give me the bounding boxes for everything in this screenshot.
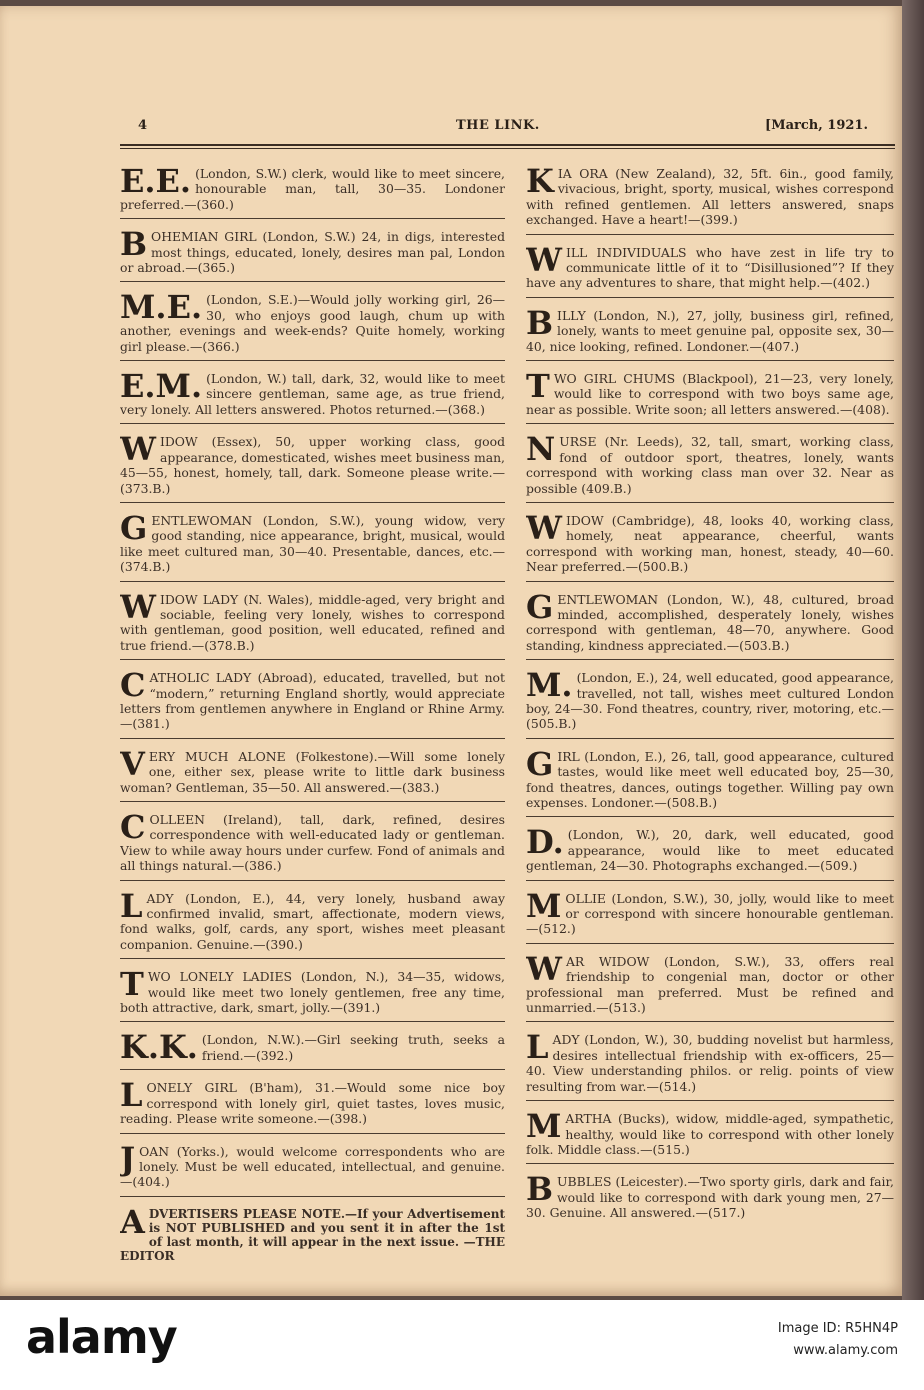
editor-note xyxy=(120,1205,505,1269)
personal-ad xyxy=(120,889,505,960)
drop-cap: K.K. xyxy=(120,1030,198,1067)
drop-cap: N xyxy=(526,432,556,469)
drop-cap: V xyxy=(120,746,145,783)
book-edge xyxy=(902,0,924,1300)
personal-ad xyxy=(526,1109,894,1164)
page-number: 4 xyxy=(138,118,148,133)
ad-text: URSE (Nr. Leeds), 32, tall, smart, working class, fond of outdoor sport, theatres, lonely, wants correspond with working class man over 32. Near as possible (409.B.) xyxy=(526,434,894,496)
drop-cap: B xyxy=(526,1172,554,1209)
personal-ad xyxy=(526,952,894,1023)
personal-ad xyxy=(526,432,894,503)
drop-cap: D. xyxy=(526,825,564,862)
ad-text: OHEMIAN GIRL (London, S.W.) 24, in digs, interested most things, educated, lonely, desires man pal, London or abroad.—(365.) xyxy=(120,229,505,276)
right-column xyxy=(526,164,894,1235)
ad-text: ADY (London, E.), 44, very lonely, husband away confirmed invalid, smart, affectionate, modern views, fond walks, golf, cards, any sport, wishes meet pleasant companion. Genuine.—(390.) xyxy=(120,890,505,952)
drop-cap: M xyxy=(526,888,562,925)
personal-ad xyxy=(120,1030,505,1070)
drop-cap: L xyxy=(526,1030,549,1067)
drop-cap: T xyxy=(526,369,550,406)
personal-ad xyxy=(526,1030,894,1101)
ad-text: ERY MUCH ALONE (Folkestone).—Will some lonely one, either sex, please write to little dark business woman? Gentleman, 35—50. All answered.—(383.) xyxy=(120,748,505,795)
personal-ad xyxy=(526,1172,894,1226)
ad-text: UBBLES (Leicester).—Two sporty girls, dark and fair, would like to correspond with dark young men, 27—30. Genuine. All answered.—(517.) xyxy=(526,1174,894,1221)
personal-ad xyxy=(120,668,505,739)
ad-text: WO LONELY LADIES (London, N.), 34—35, widows, would like meet two lonely gentlemen, free any time, both attractive, dark, smart, jolly.—(391.) xyxy=(120,969,505,1016)
drop-cap: M. xyxy=(526,668,573,705)
drop-cap: E.E. xyxy=(120,164,192,200)
drop-cap: C xyxy=(120,810,146,846)
header-rule xyxy=(120,144,895,149)
personal-ad xyxy=(526,747,894,818)
drop-cap: G xyxy=(526,746,554,783)
drop-cap: C xyxy=(120,668,146,705)
drop-cap: W xyxy=(526,510,562,547)
drop-cap: L xyxy=(120,888,143,925)
ad-text: IDOW LADY (N. Wales), middle-aged, very bright and sociable, feeling very lonely, wishes to correspond with gentleman, good position, well educated, refined and true friend.—(378.B.) xyxy=(120,591,505,653)
personal-ad xyxy=(120,227,505,282)
personal-ad xyxy=(526,825,894,880)
ad-text: (London, W.), 20, dark, well educated, good appearance, would like to meet educated gentleman, 24—30. Photographs exchanged.—(509.) xyxy=(526,827,894,874)
image-info xyxy=(778,1318,898,1362)
drop-cap: W xyxy=(526,242,562,279)
ad-text: IDOW (Cambridge), 48, looks 40, working class, homely, neat appearance, cheerful, wants correspond with working man, honest, steady, 40—60. Near preferred.—(500.B.) xyxy=(526,512,894,575)
ad-text: ARTHA (Bucks), widow, middle-aged, sympathetic, healthy, would like to correspond with other lonely folk. Middle class.—(515.) xyxy=(526,1111,894,1157)
ad-text: (London, W.) tall, dark, 32, would like to meet sincere gentleman, same age, as true friend, very lonely. All letters answered. Photos returned.—(368.) xyxy=(120,371,505,417)
personal-ad xyxy=(120,511,505,582)
personal-ad xyxy=(526,243,894,298)
ad-text: DVERTISERS PLEASE NOTE.—If your Advertisement is NOT PUBLISHED and you sent it in after the 1st of last month, it will appear in the next issue. —THE EDITOR xyxy=(120,1206,505,1263)
publication-title: THE LINK. xyxy=(456,118,540,133)
ad-text: ATHOLIC LADY (Abroad), educated, travelled, but not “modern,” returning England shortly, would appreciate letters from gentlemen anywhere in England or Rhine Army.—(381.) xyxy=(120,670,505,732)
ad-text: IA ORA (New Zealand), 32, 5ft. 6in., good family, vivacious, bright, sporty, musical, wishes correspond with refined gentlemen. All letters answered, snaps exchanged. Have a heart!—(399.) xyxy=(526,166,894,228)
personal-ad xyxy=(526,889,894,944)
personal-ad xyxy=(526,590,894,661)
drop-cap: J xyxy=(120,1141,136,1178)
ad-text: WO GIRL CHUMS (Blackpool), 21—23, very lonely, would like to correspond with two boys same age, near as possible. Write soon; all letters answered.—(408). xyxy=(526,371,894,417)
drop-cap: G xyxy=(526,589,554,626)
personal-ad xyxy=(120,369,505,424)
ad-text: ADY (London, W.), 30, budding novelist but harmless, desires intellectual friendship with ex-officers, 25—40. View understanding philos. or relig. points of view resulting from war.—(514.) xyxy=(526,1032,894,1094)
drop-cap: G xyxy=(120,510,148,547)
ad-text: (London, E.), 24, well educated, good appearance, travelled, not tall, wishes meet cultured London boy, 24—30. Fond theatres, country, river, motoring, etc.—(505.B.) xyxy=(526,670,894,732)
drop-cap: L xyxy=(120,1078,143,1115)
drop-cap: W xyxy=(526,951,562,988)
personal-ad xyxy=(120,1078,505,1133)
ad-text: ENTLEWOMAN (London, W.), 48, cultured, broad minded, accomplished, desperately lonely, wishes correspond with gentleman, 48—70, anywhere. Good standing, kindness appreciated.—(503.B.) xyxy=(526,591,894,653)
issue-date: [March, 1921. xyxy=(765,118,868,133)
drop-cap: T xyxy=(120,967,144,1004)
personal-ad xyxy=(526,164,894,235)
drop-cap: B xyxy=(120,227,148,264)
personal-ad xyxy=(526,511,894,582)
left-column xyxy=(120,164,505,1277)
personal-ad xyxy=(120,967,505,1022)
drop-cap: K xyxy=(526,164,554,200)
ad-text: IDOW (Essex), 50, upper working class, good appearance, domesticated, wishes meet business man, 45—55, honest, homely, tall, dark. Someone please write.—(373.B.) xyxy=(120,434,505,496)
ad-text: AR WIDOW (London, S.W.), 33, offers real friendship to congenial man, doctor or other professional man preferred. Must be refined and unmarried.—(513.) xyxy=(526,953,894,1016)
ad-text: ILLY (London, N.), 27, jolly, business girl, refined, lonely, wants to meet genuine pal, opposite sex, 30—40, nice looking, refined. Londoner.—(407.) xyxy=(526,307,894,354)
ad-text: ILL INDIVIDUALS who have zest in life try to communicate little of it to “Disillusioned”? If they have any adventures to share, that might help.—(402.) xyxy=(526,244,894,291)
drop-cap: W xyxy=(120,589,156,626)
drop-cap: A xyxy=(120,1204,145,1241)
drop-cap: W xyxy=(120,432,156,469)
personal-ad xyxy=(120,164,505,219)
alamy-logo: alamy xyxy=(26,1310,177,1364)
ad-text: (London, S.E.)—Would jolly working girl, 26—30, who enjoys good laugh, chum up with another, evenings and week-ends? Quite homely, working girl please.—(366.) xyxy=(120,292,505,354)
ad-text: IRL (London, E.), 26, tall, good appearance, cultured tastes, would like meet well educated boy, 25—30, fond theatres, dances, outings together. Willing pay own expenses. Londoner.—(508.B.) xyxy=(526,748,894,810)
personal-ad xyxy=(120,747,505,802)
drop-cap: M.E. xyxy=(120,290,203,327)
ad-text: OLLEEN (Ireland), tall, dark, refined, desires correspondence with well-educated lady or gentleman. View to while away hours under curfew. Fond of animals and all things natural.—(386.) xyxy=(120,812,505,874)
personal-ad xyxy=(526,369,894,424)
ad-text: OAN (Yorks.), would welcome correspondents who are lonely. Must be well educated, intellectual, and genuine.—(404.) xyxy=(120,1143,505,1190)
ad-text: OLLIE (London, S.W.), 30, jolly, would like to meet or correspond with sincere honourable gentleman. —(512.) xyxy=(526,890,894,937)
personal-ad xyxy=(526,306,894,361)
image-id: Image ID: R5HN4P xyxy=(777,1321,898,1336)
site-url: www.alamy.com xyxy=(793,1343,898,1358)
ad-text: (London, N.W.).—Girl seeking truth, seeks a friend.—(392.) xyxy=(201,1032,505,1063)
personal-ad xyxy=(120,810,505,881)
personal-ad xyxy=(120,290,505,361)
ad-text: ONELY GIRL (B'ham), 31.—Would some nice boy correspond with lonely girl, quiet tastes, loves music, reading. Please write someone.—(398.) xyxy=(120,1080,505,1127)
drop-cap: E.M. xyxy=(120,369,203,406)
personal-ad xyxy=(526,668,894,739)
personal-ad xyxy=(120,432,505,503)
drop-cap: M xyxy=(526,1109,562,1146)
drop-cap: B xyxy=(526,305,554,342)
personal-ad xyxy=(120,590,505,661)
personal-ad xyxy=(120,1142,505,1197)
ad-text: (London, S.W.) clerk, would like to meet sincere, honourable man, tall, 30—35. Londoner preferred.—(360.) xyxy=(120,166,505,212)
ad-text: ENTLEWOMAN (London, S.W.), young widow, very good standing, nice appearance, bright, musical, would like meet cultured man, 30—40. Presentable, dances, etc.—(374.B.) xyxy=(120,512,505,575)
page-header xyxy=(138,118,868,138)
